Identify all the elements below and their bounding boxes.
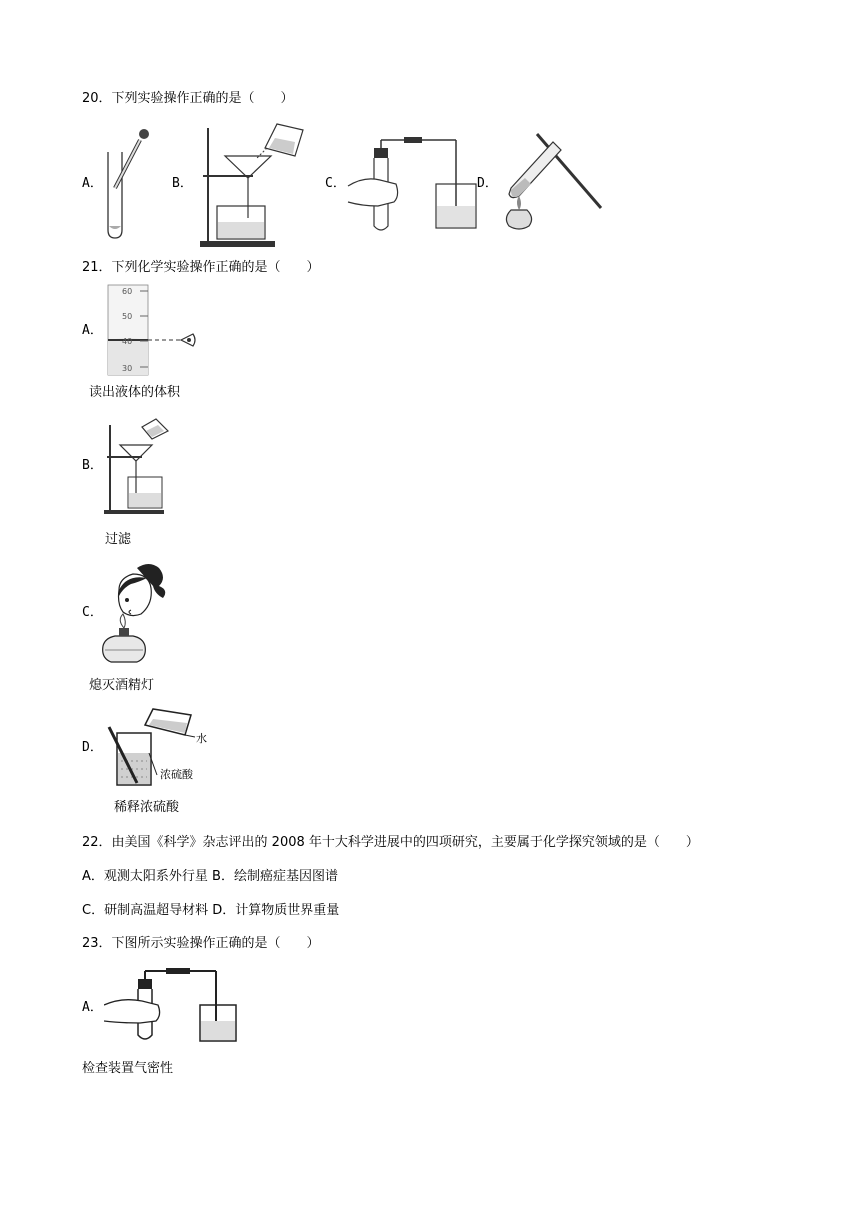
- q21-option-b-label: B．: [82, 458, 103, 473]
- tick-60: 60: [122, 287, 133, 296]
- q21-figure-b-filtration: [102, 415, 172, 515]
- q21-option-a-label: A．: [82, 323, 103, 338]
- q20-option-c-label: C．: [325, 176, 346, 191]
- tick-30: 30: [122, 364, 133, 373]
- q21-option-d-acid-label: 浓硫酸: [160, 768, 193, 781]
- q21-option-b-caption: 过滤: [105, 532, 132, 547]
- q20-figure-a-dropper: [100, 122, 155, 242]
- q20-figure-d-heating: [497, 126, 607, 236]
- q21-option-d-water-label: 水: [196, 732, 207, 745]
- q20-stem: 20．下列实验操作正确的是（ ）: [82, 91, 294, 106]
- q21-option-d-caption: 稀释浓硫酸: [114, 800, 180, 815]
- q21-option-d-label: D．: [82, 740, 103, 755]
- q20-option-a-label: A．: [82, 176, 103, 191]
- q20-option-d-label: D．: [477, 176, 498, 191]
- q21-option-a-caption: 读出液体的体积: [89, 385, 181, 400]
- q23-stem: 23．下图所示实验操作正确的是（ ）: [82, 936, 320, 951]
- q21-figure-d-dilute-acid: [103, 705, 213, 790]
- q21-figure-c-extinguish-lamp: [97, 560, 172, 665]
- q23-option-a-label: A．: [82, 1000, 103, 1015]
- q21-stem: 21．下列化学实验操作正确的是（ ）: [82, 260, 320, 275]
- q21-option-c-caption: 熄灭酒精灯: [89, 678, 155, 693]
- q23-option-a-caption: 检查装置气密性: [82, 1061, 174, 1076]
- q23-figure-a-airtightness: [104, 965, 244, 1045]
- q22-stem: 22．由美国《科学》杂志评出的 2008 年十大科学进展中的四项研究，主要属于化学探究领域的是（ ）: [82, 835, 699, 850]
- tick-40: 40: [122, 337, 133, 346]
- q21-option-c-label: C．: [82, 605, 103, 620]
- q20-figure-c-airtightness: [344, 130, 484, 240]
- tick-50: 50: [122, 312, 133, 321]
- q22-options-line-2: C．研制高温超导材料 D．计算物质世界重量: [82, 903, 340, 918]
- q21-figure-a-cylinder-reading: [105, 283, 200, 378]
- q20-option-b-label: B．: [172, 176, 193, 191]
- q20-figure-b-filtration: [195, 118, 310, 248]
- q22-options-line-1: A．观测太阳系外行星 B．绘制癌症基因图谱: [82, 869, 338, 884]
